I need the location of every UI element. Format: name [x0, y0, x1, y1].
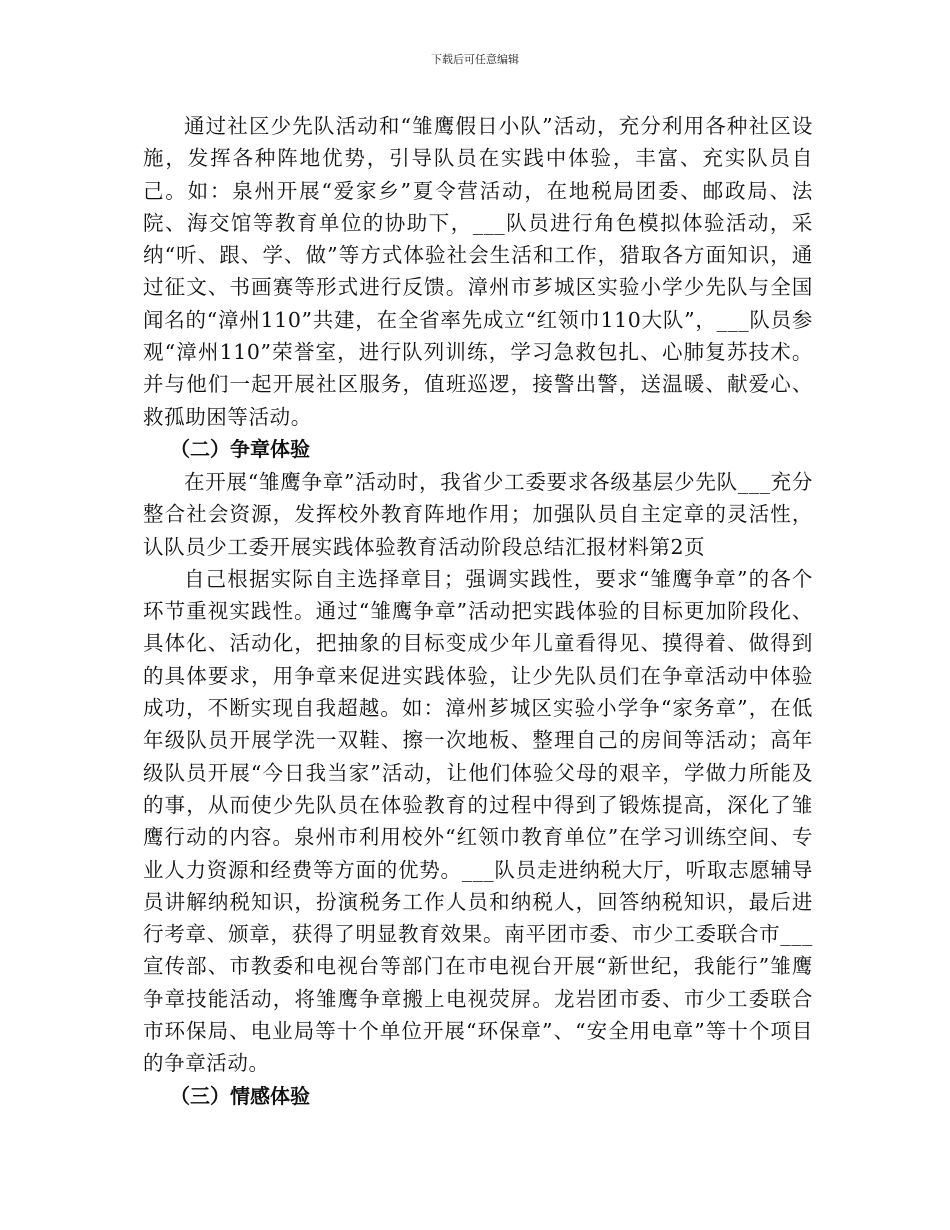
paragraph-badge-intro: 在开展“雏鹰争章”活动时，我省少工委要求各级基层少先队___充分整合社会资源，发挥校外教育阵地作用；加强队员自主定章的灵活性，认队员少工委开展实践体验教育活动阶段总结汇报材料第2页	[143, 469, 813, 559]
paragraph-badge-details: 自己根据实际自主选择章目；强调实践性，要求“雏鹰争章”的各个环节重视实践性。通过“雏鹰争章”活动把实践体验的目标更加阶段化、具体化、活动化，把抽象的目标变成少年儿童看得见、摸得着、做得到的具体要求，用争章来促进实践体验，让少先队员们在争章活动中体验成功，不断实现自我超越。如：漳州芗城区实验小学争“家务章”，在低年级队员开展学洗一双鞋、擦一次地板、整理自己的房间等活动；高年级队员开展“今日我当家”活动，让他们体验父母的艰辛，学做力所能及的事，从而使少先队员在体验教育的过程中得到了锻炼提高，深化了雏鹰行动的内容。泉州市利用校外“红领巾教育单位”在学习训练空间、专业人力资源和经费等方面的优势。___队员走进纳税大厅，听取志愿辅导员讲解纳税知识，扮演税务工作人员和纳税人，回答纳税知识，最后进行考章、颁章，获得了明显教育效果。南平团市委、市少工委联合市___宣传部、市教委和电视台等部门在市电视台开展“新世纪，我能行”雏鹰争章技能活动，将雏鹰争章搬上电视荧屏。龙岩团市委、市少工委联合市环保局、电业局等十个单位开展“环保章”、“安全用电章”等十个项目的争章活动。	[143, 566, 813, 1076]
document-body	[143, 110, 813, 1113]
page-header: 下载后可任意编辑	[431, 53, 519, 66]
paragraph-community-activities: 通过社区少先队活动和“雏鹰假日小队”活动，充分利用各种社区设施，发挥各种阵地优势，引导队员在实践中体验，丰富、充实队员自己。如：泉州开展“爱家乡”夏令营活动，在地税局团委、邮政局、法院、海交馆等教育单位的协助下，___队员进行角色模拟体验活动，采纳“听、跟、学、做”等方式体验社会生活和工作，猎取各方面知识，通过征文、书画赛等形式进行反馈。漳州市芗城区实验小学少先队与全国闻名的“漳州110”共建，在全省率先成立“红领巾110大队”，___队员参观“漳州110”荣誉室，进行队列训练，学习急救包扎、心肺复苏技术。并与他们一起开展社区服务，值班巡逻，接警出警，送温暖、献爱心、救孤助困等活动。	[143, 114, 813, 429]
section-heading-badge-experience: （二）争章体验	[170, 436, 310, 461]
section-heading-emotional-experience: （三）情感体验	[170, 1083, 310, 1108]
